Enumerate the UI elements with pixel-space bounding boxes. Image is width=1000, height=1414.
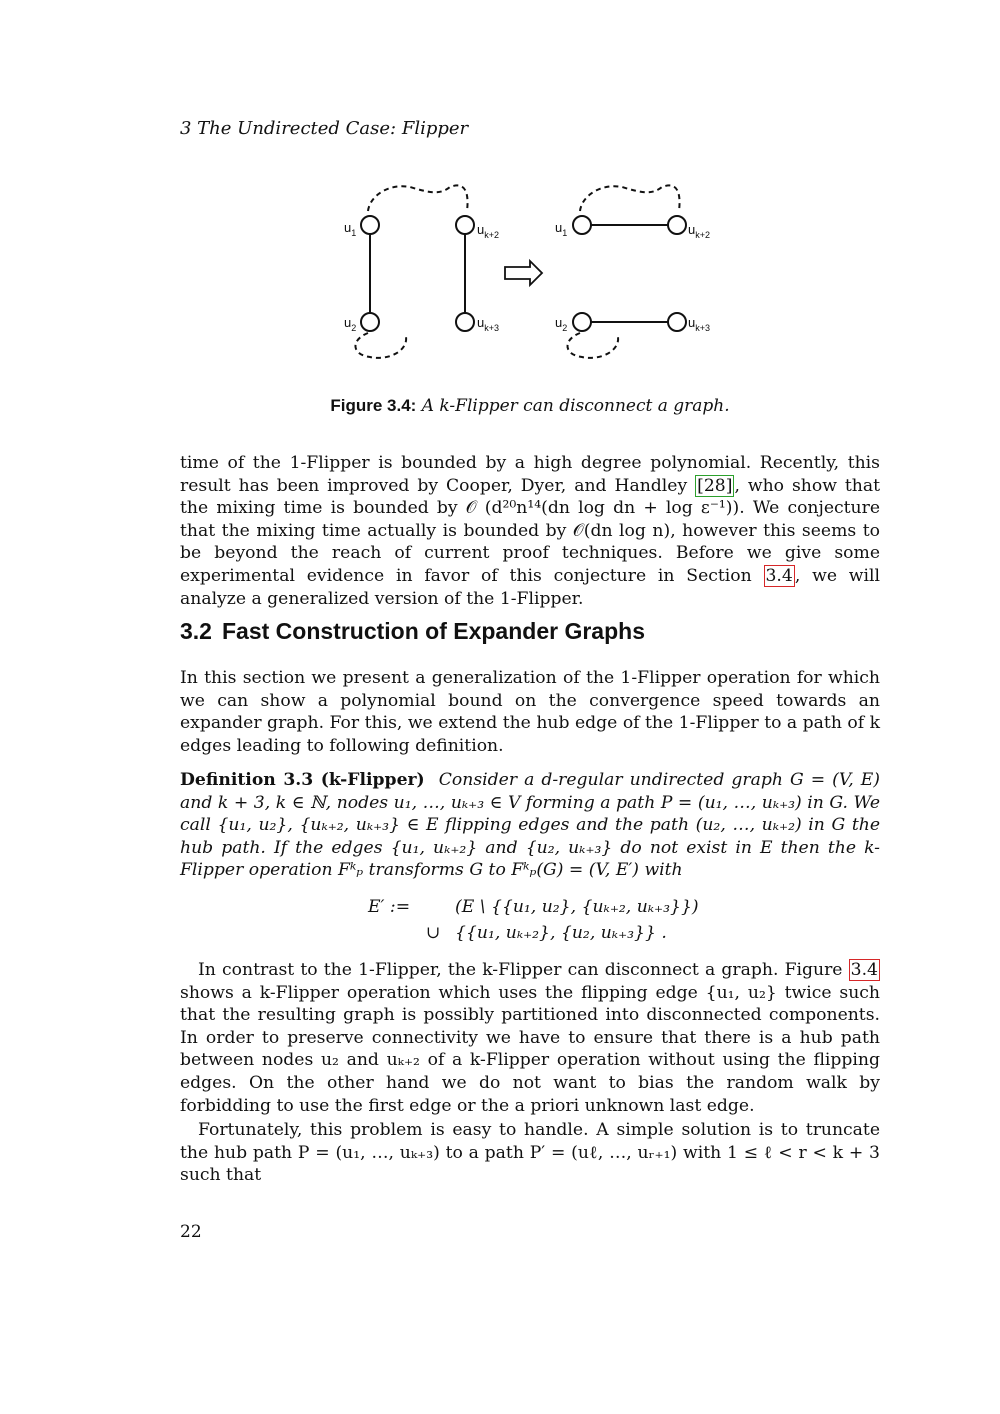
section-heading: [180, 618, 880, 645]
svg-text:uk+3: $u_{k+3}$: [688, 315, 710, 333]
node-u1-left: [361, 216, 379, 234]
definition-block: [180, 769, 880, 882]
fortunately-paragraph: Fortunately, this problem is easy to handle. A simple solution is to truncate the hub path P = (u₁, …, uₖ₊₃) to a path P′ = (uℓ, …, uᵣ₊₁) with 1 ≤ ℓ < r < k + 3 such that: [180, 1120, 880, 1186]
citation-link-28[interactable]: [28]: [697, 475, 733, 496]
dashed-path-top-left: [368, 185, 468, 211]
svg-text:u2: $u_2$: [344, 315, 357, 333]
contrast-paragraph: In contrast to the 1-Flipper, the k-Flipper can disconnect a graph. Figure 3.4 shows a k-Flipper operation which uses the flipping edge {u₁, u₂} twice such that the resulting graph is possibly partitioned into disconnected components. In order to preserve connectivity we have to ensure that there is a hub path between nodes u₂ and uₖ₊₂ of a k-Flipper operation without using the flipping edges. On the other hand we do not want to bias the random walk by forbidding to use the first edge or the a priori unknown last edge.: [180, 960, 880, 1116]
running-head: 3 The Undirected Case: Flipper: [180, 118, 469, 139]
node-uk2-left: [456, 216, 474, 234]
dashed-loop-u2-right: [567, 333, 618, 358]
figure-caption: [180, 396, 880, 416]
section-intro-paragraph: In this section we present a generalization of the 1-Flipper operation for which we can show a polynomial bound on the convergence speed towards an expander graph. For this, we extend the hub edge of the 1-Flipper to a path of k edges leading to following definition.: [180, 668, 880, 756]
figure-label: Figure 3.4:: [330, 396, 417, 415]
equation-row-2: {{u₁, uₖ₊₂}, {u₂, uₖ₊₃}} .: [455, 923, 667, 943]
svg-text:u1: $u_1$: [555, 220, 568, 238]
node-u2-right: [573, 313, 591, 331]
dashed-loop-u2-left: [355, 333, 406, 358]
node-uk3-left: [456, 313, 474, 331]
svg-text:uk+2: $u_{k+2}$: [688, 222, 710, 240]
section-title: Fast Construction of Expander Graphs: [221, 618, 645, 644]
node-uk3-right: [668, 313, 686, 331]
svg-text:uk+3: $u_{k+3}$: [477, 315, 499, 333]
equation-row-1: (E \ {{u₁, u₂}, {uₖ₊₂, uₖ₊₃}}): [455, 897, 699, 917]
section-number: 3.2: [180, 618, 212, 644]
equation-union-op: ∪: [426, 923, 441, 943]
right-graph: [567, 185, 686, 357]
svg-text:u1: $u_1$: [344, 220, 357, 238]
transform-arrow-icon: [505, 261, 542, 285]
figure-ref-link[interactable]: 3.4: [850, 960, 878, 980]
section-ref-link[interactable]: 3.4: [765, 565, 793, 586]
svg-text:uk+2: $u_{k+2}$: [477, 222, 499, 240]
node-uk2-right: [668, 216, 686, 234]
left-graph: [355, 185, 474, 357]
intro-paragraph: time of the 1-Flipper is bounded by a high degree polynomial. Recently, this result has been improved by Cooper, Dyer, and Handley [28] , who show that the mixing time is bounded by 𝒪 (d²⁰n¹⁴(dn log dn + log ε⁻¹)). We conjecture that the mixing time actually is bounded by 𝒪(dn log n), however this seems to be beyond the reach of current proof techniques. Before we give some experimental evidence in favor of this conjecture in Section 3.4 , we will analyze a generalized version of the 1-Flipper.: [180, 453, 880, 609]
figure-caption-text: A k-Flipper can disconnect a graph.: [421, 396, 730, 416]
node-u1-right: [573, 216, 591, 234]
figure-k-flipper-diagram: [330, 175, 730, 375]
node-u2-left: [361, 313, 379, 331]
definition-heading: Definition 3.3 (k-Flipper): [180, 770, 425, 790]
page-number: 22: [180, 1222, 202, 1242]
svg-text:u2: $u_2$: [555, 315, 568, 333]
equation-lhs: E′ :=: [368, 897, 411, 917]
dashed-path-top-right: [580, 185, 680, 211]
definition-body: Consider a d-regular undirected graph G = (V, E) and k + 3, k ∈ ℕ, nodes u₁, …, uₖ₊₃ ∈ V forming a path P = (u₁, …, uₖ₊₃) in G. We call {u₁, u₂}, {uₖ₊₂, uₖ₊₃} ∈ E flipping edges and the path (u₂, …, uₖ₊₂) in G the hub path. If the edges {u₁, uₖ₊₂} and {u₂, uₖ₊₃} do not exist in E then the k-Flipper operation Fᵏₚ transforms G to Fᵏₚ(G) = (V, E′) with: [180, 770, 880, 881]
